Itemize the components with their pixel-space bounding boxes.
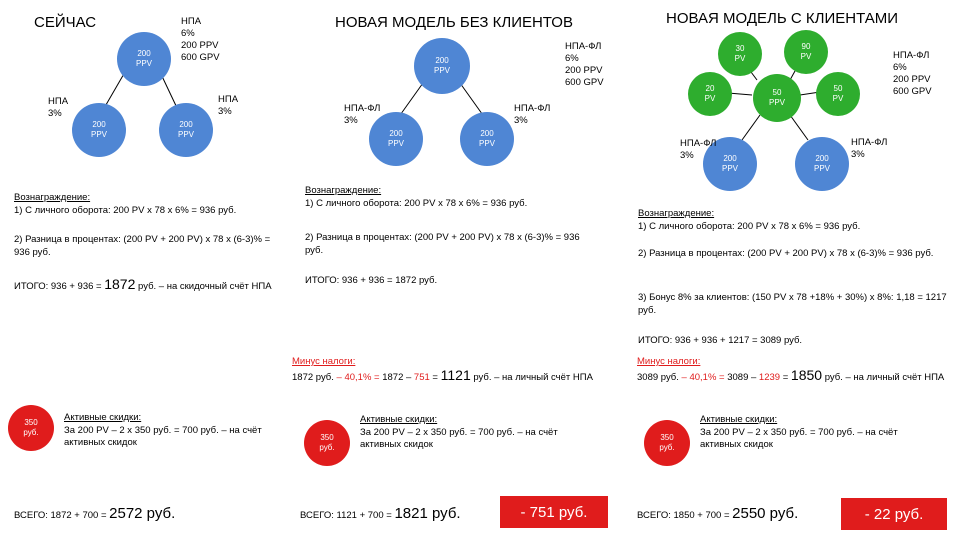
col3-total-big: 2550 руб. xyxy=(732,505,799,522)
col3-minus xyxy=(637,356,959,384)
col1-discount-node: 350 руб. xyxy=(8,405,54,451)
col2-minus-tax: 751 xyxy=(413,371,430,383)
col2-minus-eq: = xyxy=(432,371,438,383)
col1-reward-title: Вознаграждение: xyxy=(14,192,91,203)
col2-total xyxy=(300,505,461,522)
col1-title: СЕЙЧАС xyxy=(34,14,97,31)
col3-discount-title: Активные скидки: xyxy=(700,414,778,425)
col3-minus-eq: = xyxy=(782,371,789,383)
col3-minus-big: 1850 xyxy=(790,366,823,383)
col3-minus-title: Минус налоги: xyxy=(637,356,701,367)
col2-minus-prefix: 1872 руб. xyxy=(292,371,334,383)
col2-total-big: 1821 руб. xyxy=(394,505,461,522)
col2-minus-big: 1121 xyxy=(440,366,471,383)
col3-discount xyxy=(700,414,910,452)
col1-discount-title: Активные скидки: xyxy=(64,412,142,423)
col2-node-left: 200 PPV xyxy=(369,112,423,166)
col1-reward-line2: 2) Разница в процентах: (200 PV + 200 PV) x 78 x (6-3)% = 936 руб. xyxy=(14,234,271,258)
col1-itogo-prefix: ИТОГО: 936 + 936 = xyxy=(14,281,102,292)
col2-node-right: 200 PPV xyxy=(460,112,514,166)
col2-label-left: НПА-ФЛ 3% xyxy=(344,103,381,126)
col2-minus xyxy=(292,356,622,384)
col1-itogo xyxy=(14,278,276,294)
col3-reward-title: Вознаграждение: xyxy=(638,208,715,219)
connector-line xyxy=(790,115,808,140)
col2-diff-badge: - 751 руб. xyxy=(500,496,608,528)
col2-minus-rate: – 40,1% = xyxy=(336,371,380,383)
col3-reward xyxy=(638,208,938,233)
col2-total-prefix: ВСЕГО: 1121 + 700 = xyxy=(300,510,392,521)
col3-node-c1: 30 PV xyxy=(718,32,762,76)
col2-discount-text: За 200 PV – 2 x 350 руб. = 700 руб. – на счёт активных скидок xyxy=(360,426,558,450)
col1-reward xyxy=(14,192,276,217)
col2-discount-node: 350 руб. xyxy=(304,420,350,466)
col3-minus-prefix: 3089 руб. xyxy=(637,371,679,383)
col3-reward-line2: 2) Разница в процентах: (200 PV + 200 PV) x 78 x (6-3)% = 936 руб. xyxy=(638,248,934,259)
col3-minus-mid: 3089 – xyxy=(727,371,757,383)
col2-label-right: НПА-ФЛ 3% xyxy=(514,103,551,126)
col1-total-prefix: ВСЕГО: 1872 + 700 = xyxy=(14,510,107,521)
col3-node-c3: 20 PV xyxy=(688,72,732,116)
col2-title: НОВАЯ МОДЕЛЬ БЕЗ КЛИЕНТОВ xyxy=(335,14,573,31)
col1-node-left: 200 PPV xyxy=(72,103,126,157)
col3-discount-text: За 200 PV – 2 x 350 руб. = 700 руб. – на счёт активных скидок xyxy=(700,426,898,450)
col2-node-top: 200 PPV xyxy=(414,38,470,94)
col2-reward-line2: 2) Разница в процентах: (200 PV + 200 PV) x 78 x (6-3)% = 936 руб. xyxy=(305,232,580,256)
col2-itogo: ИТОГО: 936 + 936 = 1872 руб. xyxy=(305,275,438,286)
col1-discount xyxy=(64,412,274,450)
col2-reward xyxy=(305,185,585,210)
col3-node-left: 200 PPV xyxy=(703,137,757,191)
col1-total xyxy=(14,505,175,522)
col1-reward-line1: 1) С личного оборота: 200 PV x 78 x 6% = 936 руб. xyxy=(14,204,237,216)
col3-diff-badge: - 22 руб. xyxy=(841,498,947,530)
col2-reward-line1: 1) С личного оборота: 200 PV x 78 x 6% = 936 руб. xyxy=(305,197,528,209)
col1-label-right: НПА 3% xyxy=(218,94,239,117)
col2-minus-title: Минус налоги: xyxy=(292,356,356,367)
col1-node-top: 200 PPV xyxy=(117,32,171,86)
col3-total-prefix: ВСЕГО: 1850 + 700 = xyxy=(637,510,730,521)
col3-node-center: 50 PPV xyxy=(753,74,801,122)
col3-itogo: ИТОГО: 936 + 936 + 1217 = 3089 руб. xyxy=(638,335,803,346)
col2-minus-suffix: руб. – на личный счёт НПА xyxy=(473,371,593,383)
col3-reward-line1: 1) С личного оборота: 200 PV x 78 x 6% = 936 руб. xyxy=(638,220,861,232)
col1-itogo-suffix: руб. – на скидочный счёт НПА xyxy=(138,281,272,292)
connector-line xyxy=(742,115,760,140)
col3-total xyxy=(637,505,798,522)
col3-title: НОВАЯ МОДЕЛЬ С КЛИЕНТАМИ xyxy=(666,10,899,27)
col3-minus-tax: 1239 xyxy=(758,371,781,383)
col3-discount-node: 350 руб. xyxy=(644,420,690,466)
col1-node-right: 200 PPV xyxy=(159,103,213,157)
col3-node-c2: 90 PV xyxy=(784,30,828,74)
col1-label-top: НПА 6% 200 PPV 600 GPV xyxy=(181,16,220,63)
col2-discount xyxy=(360,414,570,452)
col3-label-right: НПА-ФЛ 3% xyxy=(851,137,888,160)
col3-node-c4: 50 PV xyxy=(816,72,860,116)
col2-minus-mid: 1872 – xyxy=(382,371,412,383)
col1-total-big: 2572 руб. xyxy=(109,505,176,522)
col3-minus-suffix: руб. – на личный счёт НПА xyxy=(824,371,945,383)
col2-discount-title: Активные скидки: xyxy=(360,414,438,425)
col3-reward-line3: 3) Бонус 8% за клиентов: (150 PV x 78 +18% + 30%) x 8%: 1,18 = 1217 руб. xyxy=(638,292,947,316)
col1-discount-text: За 200 PV – 2 x 350 руб. = 700 руб. – на счёт активных скидок xyxy=(64,424,262,448)
col2-reward-title: Вознаграждение: xyxy=(305,185,382,196)
col3-minus-rate: – 40,1% = xyxy=(681,371,725,383)
col1-label-left: НПА 3% xyxy=(48,96,69,119)
col2-label-top: НПА-ФЛ 6% 200 PPV 600 GPV xyxy=(565,41,604,88)
col3-label-top: НПА-ФЛ 6% 200 PPV 600 GPV xyxy=(893,50,932,97)
col3-node-right: 200 PPV xyxy=(795,137,849,191)
col3-label-left: НПА-ФЛ 3% xyxy=(680,138,717,161)
col1-itogo-big: 1872 xyxy=(104,276,136,292)
